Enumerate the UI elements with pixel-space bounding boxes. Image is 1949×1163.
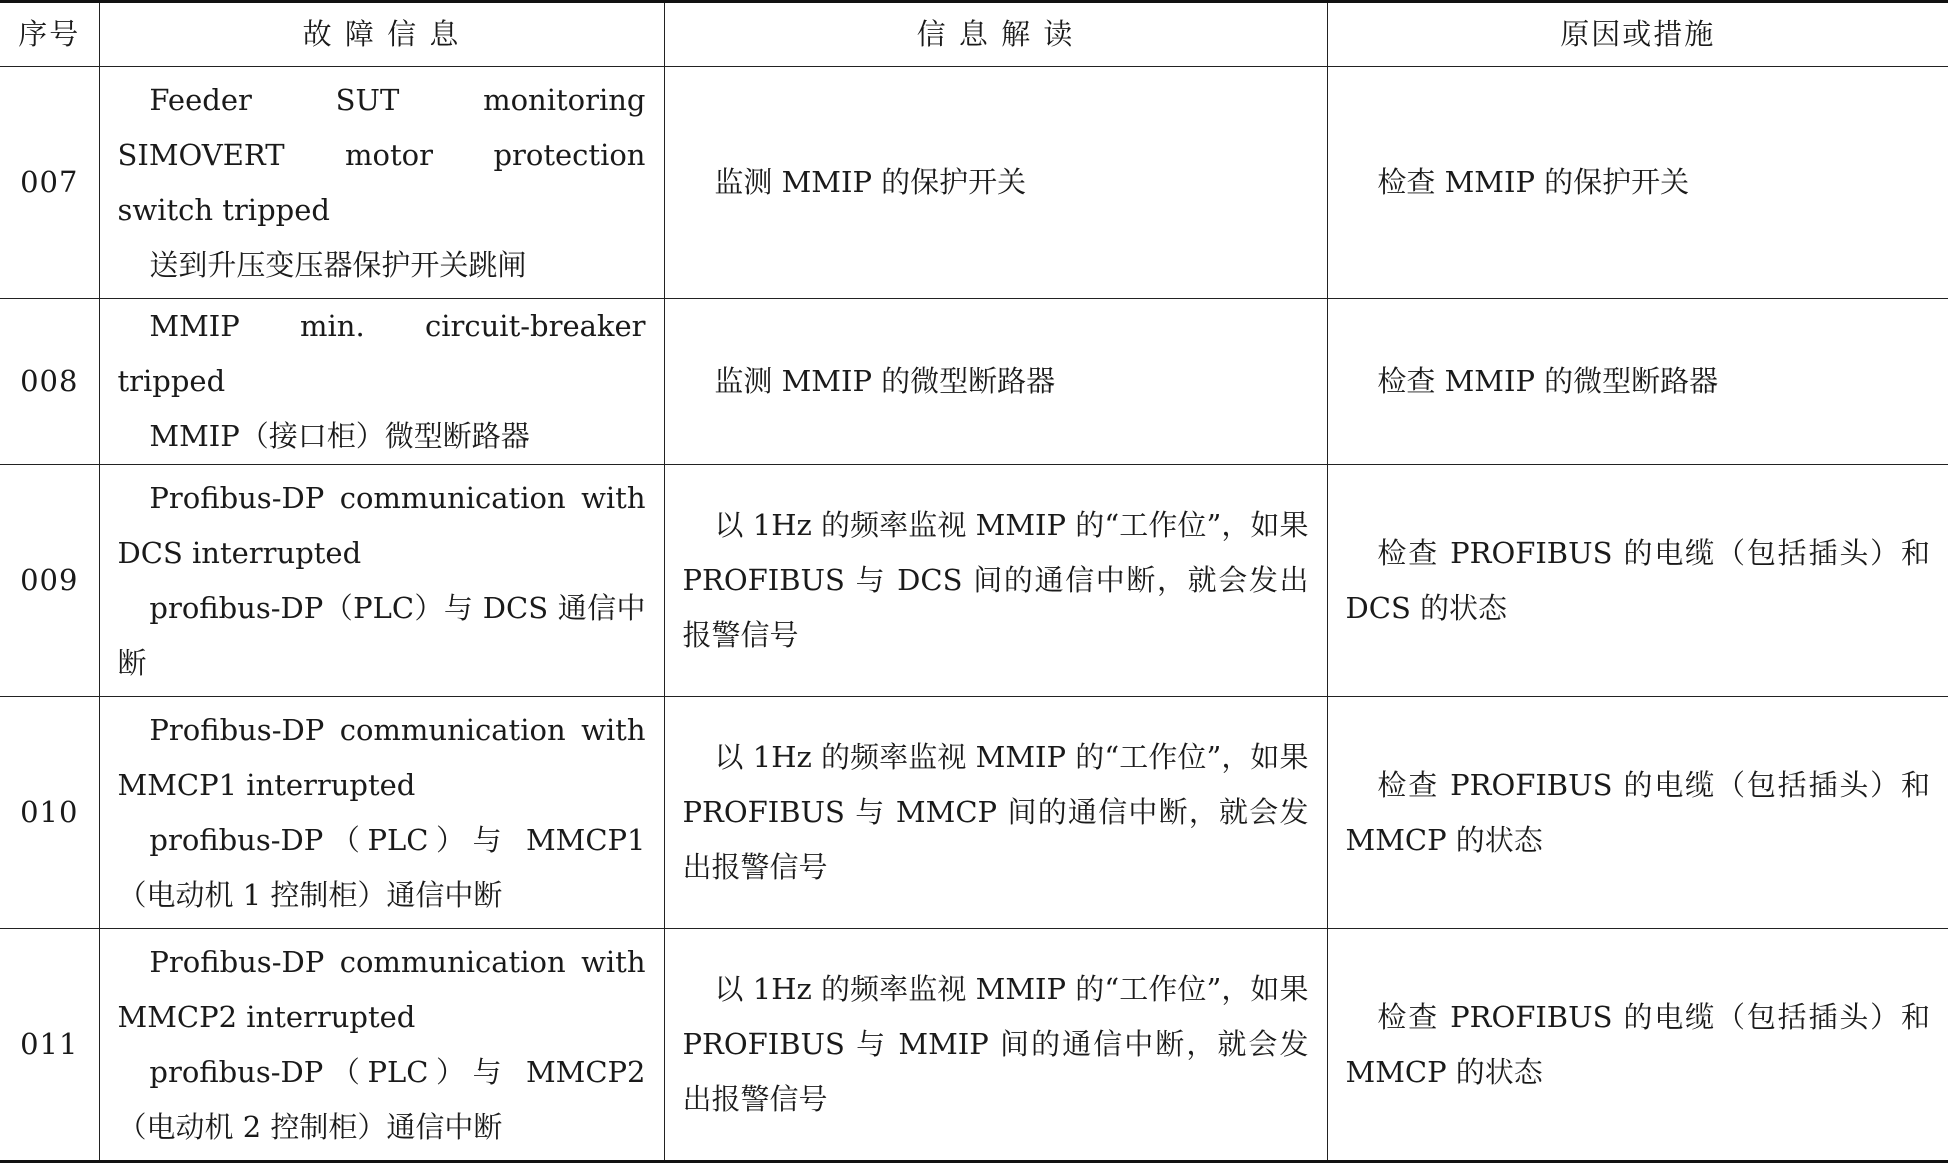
action-cell — [1327, 299, 1948, 465]
table-row — [0, 299, 1948, 465]
row-number: 009 — [0, 465, 99, 697]
action-text: 检查 PROFIBUS 的电缆（包括插头）和 DCS 的状态 — [1345, 535, 1930, 625]
fault-chinese: MMIP（接口柜）微型断路器 — [149, 419, 530, 453]
fault-english: Profibus-DP communication with MMCP2 interrupted — [117, 944, 646, 1034]
action-text: 检查 MMIP 的保护开关 — [1377, 165, 1690, 199]
interpretation-text: 以 1Hz 的频率监视 MMIP 的“工作位”，如果 PROFIBUS 与 MMCP 间的通信中断，就会发出报警信号 — [682, 740, 1309, 884]
row-number: 008 — [0, 299, 99, 465]
header-row — [0, 2, 1948, 67]
fault-chinese: 送到升压变压器保护开关跳闸 — [149, 247, 527, 282]
table-row — [0, 697, 1948, 929]
fault-cell — [99, 697, 664, 929]
table-row — [0, 929, 1948, 1162]
fault-cell — [99, 465, 664, 697]
interpretation-text: 监测 MMIP 的保护开关 — [714, 165, 1027, 199]
interpretation-text: 以 1Hz 的频率监视 MMIP 的“工作位”，如果 PROFIBUS 与 DCS 间的通信中断，就会发出报警信号 — [682, 508, 1309, 652]
fault-chinese: profibus-DP（PLC）与 MMCP1（电动机 1 控制柜）通信中断 — [117, 822, 646, 912]
interpretation-cell — [664, 465, 1327, 697]
row-number: 011 — [0, 929, 99, 1162]
row-number: 010 — [0, 697, 99, 929]
row-number: 007 — [0, 67, 99, 299]
interpretation-cell — [664, 929, 1327, 1162]
fault-chinese: profibus-DP（PLC）与 MMCP2（电动机 2 控制柜）通信中断 — [117, 1054, 646, 1144]
action-cell — [1327, 465, 1948, 697]
fault-english: MMIP min. circuit-breaker tripped — [117, 309, 646, 398]
interpretation-text: 监测 MMIP 的微型断路器 — [714, 364, 1056, 398]
table-body — [0, 67, 1948, 1162]
action-text: 检查 MMIP 的微型断路器 — [1377, 364, 1719, 398]
action-cell — [1327, 67, 1948, 299]
fault-chinese: profibus-DP（PLC）与 DCS 通信中断 — [117, 590, 646, 680]
interpretation-cell — [664, 67, 1327, 299]
fault-english: Profibus-DP communication with DCS interrupted — [117, 480, 646, 570]
fault-english: Feeder SUT monitoring SIMOVERT motor protection switch tripped — [117, 82, 646, 227]
table-header — [0, 2, 1948, 67]
interpretation-cell — [664, 697, 1327, 929]
table-row — [0, 465, 1948, 697]
action-text: 检查 PROFIBUS 的电缆（包括插头）和 MMCP 的状态 — [1345, 767, 1930, 857]
fault-cell — [99, 299, 664, 465]
header-fault: 故 障 信 息 — [99, 2, 664, 67]
header-action: 原因或措施 — [1327, 2, 1948, 67]
interpretation-text: 以 1Hz 的频率监视 MMIP 的“工作位”，如果 PROFIBUS 与 MMIP 间的通信中断，就会发出报警信号 — [682, 972, 1309, 1116]
fault-cell — [99, 929, 664, 1162]
action-text: 检查 PROFIBUS 的电缆（包括插头）和 MMCP 的状态 — [1345, 999, 1930, 1089]
action-cell — [1327, 929, 1948, 1162]
interpretation-cell — [664, 299, 1327, 465]
table-row — [0, 67, 1948, 299]
fault-cell — [99, 67, 664, 299]
header-no: 序号 — [0, 2, 99, 67]
header-interpretation: 信 息 解 读 — [664, 2, 1327, 67]
fault-english: Profibus-DP communication with MMCP1 interrupted — [117, 712, 646, 802]
action-cell — [1327, 697, 1948, 929]
